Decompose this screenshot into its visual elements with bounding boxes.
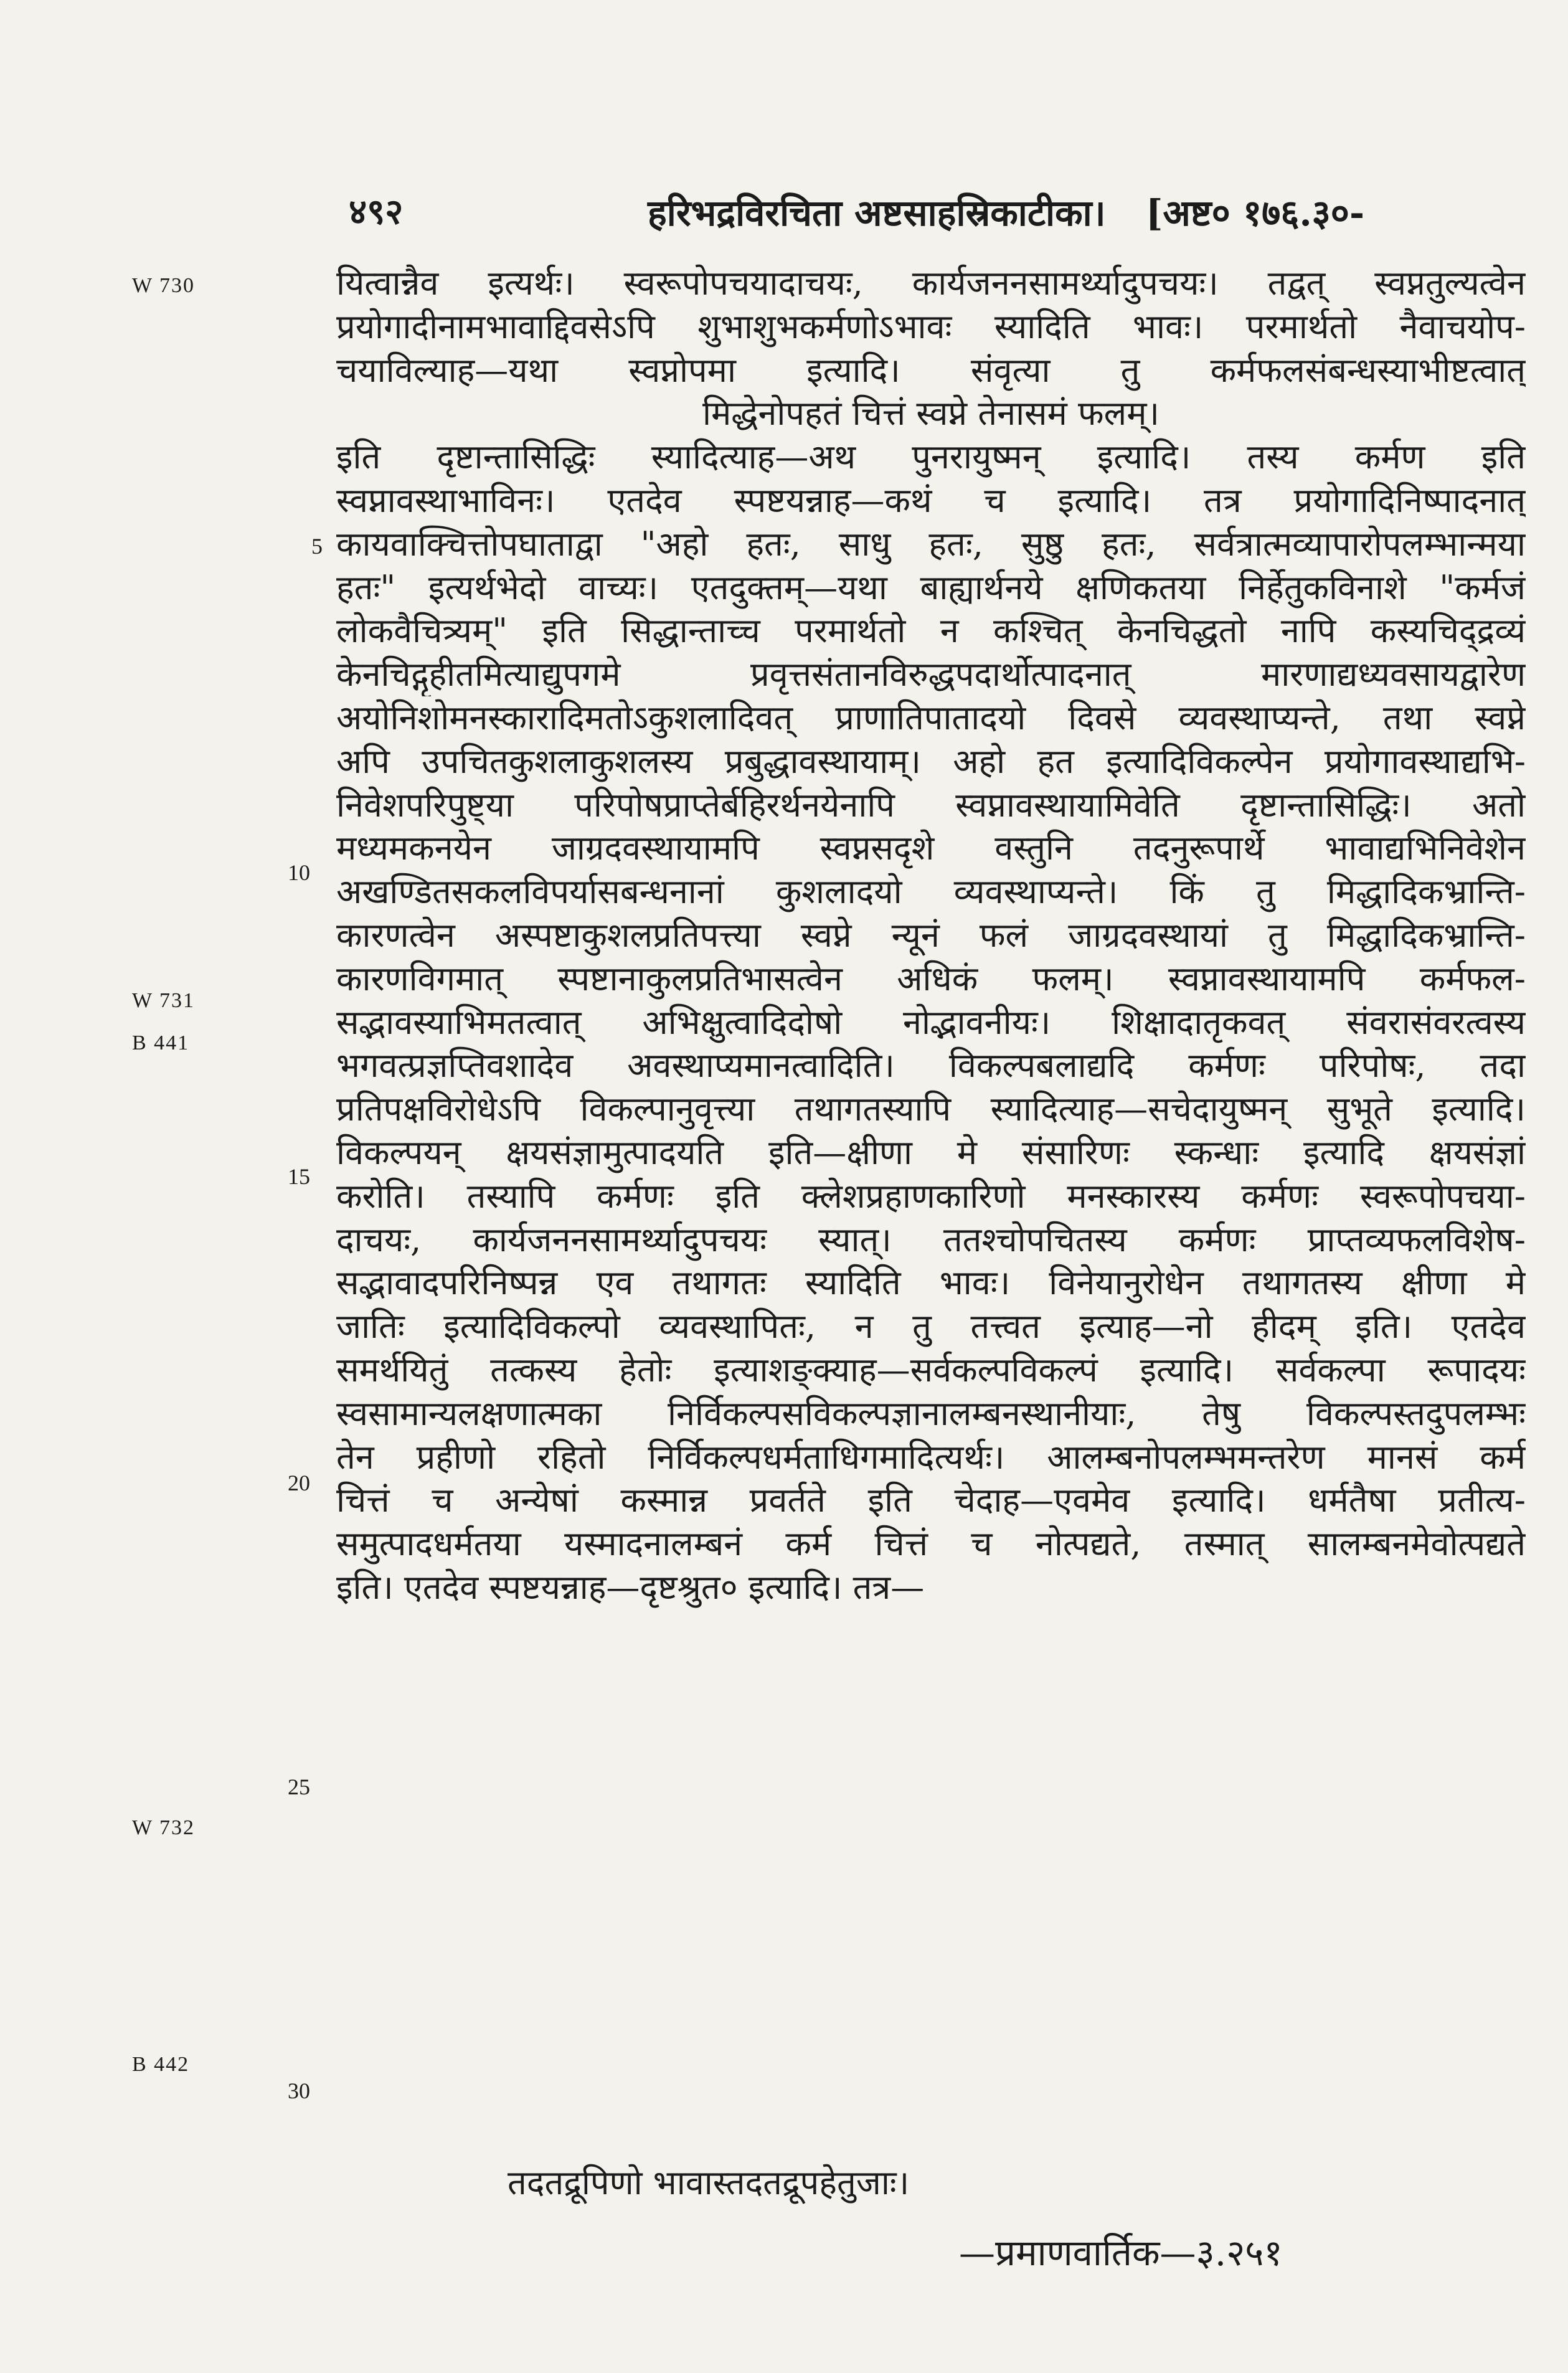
margin-ref-w730: W 730 xyxy=(132,274,195,297)
text-line: इति दृष्टान्तासिद्धिः स्यादित्याह—अथ पुनरायुष्मन् इत्यादि। तस्य कर्मण इति xyxy=(336,437,1526,477)
text-line: तेन प्रहीणो रहितो निर्विकल्पधर्मताधिगमादित्यर्थः। आलम्बनोपलम्भमन्तरेण मानसं कर्म xyxy=(336,1437,1526,1477)
text-line: यित्वान्नैव इत्यर्थः। स्वरूपोपचयादाचयः, कार्यजननसामर्थ्यादुपचयः। तद्वत् स्वप्नतुल्यत्वेन xyxy=(336,263,1526,303)
text-line: स्वसामान्यलक्षणात्मका निर्विकल्पसविकल्पज्ञानालम्बनस्थानीयाः, तेषु विकल्पस्तदुपलम्भः xyxy=(336,1393,1526,1433)
text-line: सद्भावादपरिनिष्पन्न एव तथागतः स्यादिति भावः। विनेयानुरोधेन तथागतस्य क्षीणा मे xyxy=(336,1263,1526,1303)
text-line: कारणविगमात् स्पष्टानाकुलप्रतिभासत्वेन अधिकं फलम्। स्वप्नावस्थायामपि कर्मफल- xyxy=(336,959,1526,998)
commentary-text xyxy=(336,262,1526,1609)
text-line: निवेशपरिपुष्ट्या परिपोषप्राप्तेर्बहिरर्थनयेनापि स्वप्नावस्थायामिवेति दृष्टान्तासिद्धिः। अतो xyxy=(336,785,1526,825)
line-number-25: 25 xyxy=(288,1774,310,1799)
line-number-15: 15 xyxy=(288,1164,310,1189)
text-line: समुत्पादधर्मतया यस्मादनालम्बनं कर्म चित्तं च नोत्पद्यते, तस्मात् सालम्बनमेवोत्पद्यते xyxy=(336,1524,1526,1564)
text-line: मध्यमकनयेन जाग्रदवस्थायामपि स्वप्नसदृशे वस्तुनि तदनुरूपार्थे भावाद्यभिनिवेशेन xyxy=(336,828,1526,868)
verse-source-citation: —प्रमाणवार्तिक—३.२५१ xyxy=(959,2232,1283,2274)
margin-ref-w731: W 731 xyxy=(132,989,195,1012)
line-number-5: 5 xyxy=(311,534,323,559)
section-reference: [अष्ट० १७६.३०- xyxy=(1146,192,1365,234)
line-number-30: 30 xyxy=(288,2078,310,2103)
line-number-10: 10 xyxy=(288,860,310,885)
text-line: इति। एतदेव स्पष्टयन्नाह—दृष्टश्रुत० इत्यादि। तत्र— xyxy=(336,1567,925,1607)
text-line: केनचिद्गृहीतमित्याद्युपगमे प्रवृत्तसंतानविरुद्धपदार्थोत्पादनात् मारणाद्यध्यवसायद्वारेण xyxy=(336,655,1526,694)
margin-ref-w732: W 732 xyxy=(132,1816,195,1839)
text-line: कारणत्वेन अस्पष्टाकुशलप्रतिपत्त्या स्वप्ने न्यूनं फलं जाग्रदवस्थायां तु मिद्धादिकभ्रान्ति- xyxy=(336,915,1526,955)
text-line: अयोनिशोमनस्कारादिमतोऽकुशलादिवत् प्राणातिपातादयो दिवसे व्यवस्थाप्यन्ते, तथा स्वप्ने xyxy=(336,698,1526,737)
text-line: स्वप्नावस्थाभाविनः। एतदेव स्पष्टयन्नाह—कथं च इत्यादि। तत्र प्रयोगादिनिष्पादनात् xyxy=(336,480,1526,520)
quoted-verse-line: मिद्धेनोपहतं चित्तं स्वप्ने तेनासमं फलम्। xyxy=(702,394,1160,433)
running-title: हरिभद्रविरचिता अष्टसाहस्रिकाटीका। xyxy=(648,192,1106,234)
text-line: कायवाक्चित्तोपघाताद्वा "अहो हतः, साधु हतः, सुष्ठु हतः, सर्वत्रात्मव्यापारोपलम्भान्मया xyxy=(336,524,1526,564)
text-line: प्रतिपक्षविरोधेऽपि विकल्पानुवृत्त्या तथागतस्यापि स्यादित्याह—सचेदायुष्मन् सुभूते इत्यादि। xyxy=(336,1089,1526,1129)
text-line: अपि उपचितकुशलाकुशलस्य प्रबुद्धावस्थायाम्। अहो हत इत्यादिविकल्पेन प्रयोगावस्थाद्यभि- xyxy=(336,741,1526,781)
verse-quotation: तदतद्रूपिणो भावास्तदतद्रूपहेतुजाः। xyxy=(508,2163,910,2202)
margin-ref-b442: B 442 xyxy=(132,2053,190,2076)
text-line: दाचयः, कार्यजननसामर्थ्यादुपचयः स्यात्। ततश्चोपचितस्य कर्मणः प्राप्तव्यफलविशेष- xyxy=(336,1220,1526,1259)
text-line: लोकवैचित्र्यम्" इति सिद्धान्ताच्च परमार्थतो न कश्चित् केनचिद्धतो नापि कस्यचिद्द्रव्यं xyxy=(336,611,1526,651)
page-number: ४९२ xyxy=(349,191,404,232)
text-line: जातिः इत्यादिविकल्पो व्यवस्थापितः, न तु तत्त्वत इत्याह—नो हीदम् इति। एतदेव xyxy=(336,1307,1526,1347)
running-header xyxy=(0,187,1568,243)
text-line: चित्तं च अन्येषां कस्मान्न प्रवर्तते इति चेदाह—एवमेव इत्यादि। धर्मतैषा प्रतीत्य- xyxy=(336,1480,1526,1520)
text-line: प्रयोगादीनामभावाद्दिवसेऽपि शुभाशुभकर्मणोऽभावः स्यादिति भावः। परमार्थतो नैवाचयोप- xyxy=(336,306,1526,346)
text-line: सद्भावस्याभिमतत्वात् अभिक्षुत्वादिदोषो नोद्भावनीयः। शिक्षादातृकवत् संवरासंवरत्वस्य xyxy=(336,1002,1526,1042)
text-line: चयाविल्याह—यथा स्वप्नोपमा इत्यादि। संवृत्या तु कर्मफलसंबन्धस्याभीष्टत्वात् xyxy=(336,350,1526,390)
text-line: विकल्पयन् क्षयसंज्ञामुत्पादयति इति—क्षीणा मे संसारिणः स्कन्धाः इत्यादि क्षयसंज्ञां xyxy=(336,1132,1526,1172)
text-line: अखण्डितसकलविपर्यासबन्धनानां कुशलादयो व्यवस्थाप्यन्ते। किं तु मिद्धादिकभ्रान्ति- xyxy=(336,872,1526,912)
text-line: समर्थयितुं तत्कस्य हेतोः इत्याशङ्क्याह—सर्वकल्पविकल्पं इत्यादि। सर्वकल्पा रूपादयः xyxy=(336,1350,1526,1390)
margin-ref-b441: B 441 xyxy=(132,1031,190,1054)
text-line: करोति। तस्यापि कर्मणः इति क्लेशप्रहाणकारिणो मनस्कारस्य कर्मणः स्वरूपोपचया- xyxy=(336,1176,1526,1216)
text-line: हतः" इत्यर्थभेदो वाच्यः। एतदुक्तम्—यथा बाह्यार्थनये क्षणिकतया निर्हेतुकविनाशे "कर्मजं xyxy=(336,567,1526,607)
line-number-20: 20 xyxy=(288,1471,310,1495)
text-line: भगवत्प्रज्ञप्तिवशादेव अवस्थाप्यमानत्वादिति। विकल्पबलाद्यदि कर्मणः परिपोषः, तदा xyxy=(336,1046,1526,1086)
